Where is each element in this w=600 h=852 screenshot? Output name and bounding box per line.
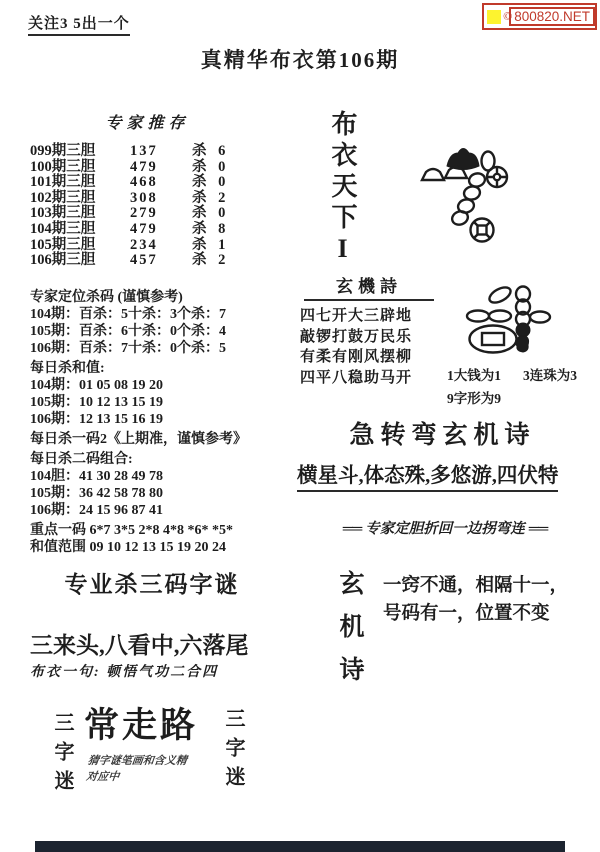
table-row: 106期三胆 457 杀 2 xyxy=(30,252,230,269)
table-row: 103期三胆 279 杀 0 xyxy=(30,205,230,222)
double-line-icon: ══ xyxy=(528,521,548,537)
caption-nine-shape: 9字形为9 xyxy=(447,391,501,406)
kill-sum-title: 每日杀和值: xyxy=(30,361,105,376)
key-code-line: 重点一码 6*7 3*5 2*8 4*8 *6* *5* xyxy=(30,523,233,538)
riddle-answer: 常走路 xyxy=(84,706,199,745)
stats-section xyxy=(30,286,298,556)
diagram-captions xyxy=(447,364,599,407)
two-code-row: 105期：36 42 58 78 80 xyxy=(30,486,163,501)
caption-big-coin: 1大钱为1 xyxy=(447,368,501,383)
xuanji2-lines xyxy=(383,572,593,628)
buyi-vertical-title: 布衣天下I xyxy=(328,110,357,268)
poem-line: 四七开大三辟地 xyxy=(300,308,413,324)
expert-note: ══ 专家定胆折回一边拐弯连 ══ xyxy=(342,521,548,537)
table-row: 101期三胆 468 杀 0 xyxy=(30,174,230,191)
two-code-row: 106期：24 15 96 87 41 xyxy=(30,503,163,518)
two-code-title: 每日杀二码组合: xyxy=(30,452,133,467)
bead-coin-diagram xyxy=(455,278,585,363)
xuanji-poem-title: 玄機詩 xyxy=(304,272,434,301)
ingot-coin-diagram xyxy=(405,140,580,248)
riddle-sentence: 布衣一句: 顿悟气功二合四 xyxy=(30,665,219,680)
table-row: 100期三胆 479 杀 0 xyxy=(30,158,230,175)
killpos-row: 106期：百杀：7十杀：0个杀：5 xyxy=(30,341,226,356)
one-code-line: 每日杀一码2《上期准，谨慎参考》 xyxy=(30,432,247,447)
two-code-row: 104胆：41 30 28 49 78 xyxy=(30,469,163,484)
table-row: 099期三胆 137 杀 6 xyxy=(30,143,230,159)
xuanji-poem-section xyxy=(300,272,438,388)
riddle-line: 三来头,八看中,六落尾 xyxy=(30,633,249,658)
double-line-icon: ══ xyxy=(342,521,362,537)
site-badge xyxy=(482,3,597,30)
copyright-icon: © xyxy=(503,9,513,23)
riddle-note: 猜字谜笔画和含义精 对应中 xyxy=(85,755,188,783)
badge-yellow-square-icon xyxy=(487,10,501,24)
watch-note: 关注3 5出一个 xyxy=(28,12,130,36)
recommend-section xyxy=(30,110,265,269)
killpos-row: 105期：百杀：6十杀：0个杀：4 xyxy=(30,324,226,339)
kill-sum-row: 104期：01 05 08 19 20 xyxy=(30,378,163,393)
killpos-row: 104期：百杀：5十杀：3个杀：7 xyxy=(30,307,226,322)
poem-line: 敲锣打鼓万民乐 xyxy=(300,328,413,345)
footer-bar xyxy=(35,841,565,852)
recommend-title: 专家推存 xyxy=(105,115,190,132)
sharp-turn-line: 横星斗,体态殊,多悠游,四伏特 xyxy=(297,458,558,492)
table-row: 105期三胆 234 杀 1 xyxy=(30,236,230,253)
sharp-turn-title: 急转弯玄机诗 xyxy=(349,422,536,449)
caption-beads: 3连珠为3 xyxy=(523,368,577,383)
table-row: 102期三胆 308 杀 2 xyxy=(30,189,230,206)
page-title: 真精华布衣第106期 xyxy=(200,48,400,72)
table-row: 104期三胆 479 杀 8 xyxy=(30,220,230,237)
xuanji2-vertical-label: 玄机诗 xyxy=(336,570,363,699)
xuanji2-line: 一窍不通，相隔十一， xyxy=(383,576,569,596)
three-char-label-right: 三字迷 xyxy=(222,708,244,795)
riddle-title: 专业杀三码字谜 xyxy=(64,572,240,597)
kill-sum-row: 105期：10 12 13 15 19 xyxy=(30,395,163,410)
xuanji2-line: 号码有一，位置不变 xyxy=(383,604,550,624)
sum-range-line: 和值范围 09 10 12 13 15 19 20 24 xyxy=(30,540,226,555)
killpos-title: 专家定位杀码 (谨慎参考) xyxy=(30,290,183,305)
three-char-label-left: 三字迷 xyxy=(51,712,73,799)
badge-site-text: 800820.NET xyxy=(509,7,595,26)
poem-line: 四平八稳助马开 xyxy=(300,369,413,386)
kill-sum-row: 106期：12 13 15 16 19 xyxy=(30,412,163,427)
poem-line: 有柔有刚风摆柳 xyxy=(300,349,413,365)
